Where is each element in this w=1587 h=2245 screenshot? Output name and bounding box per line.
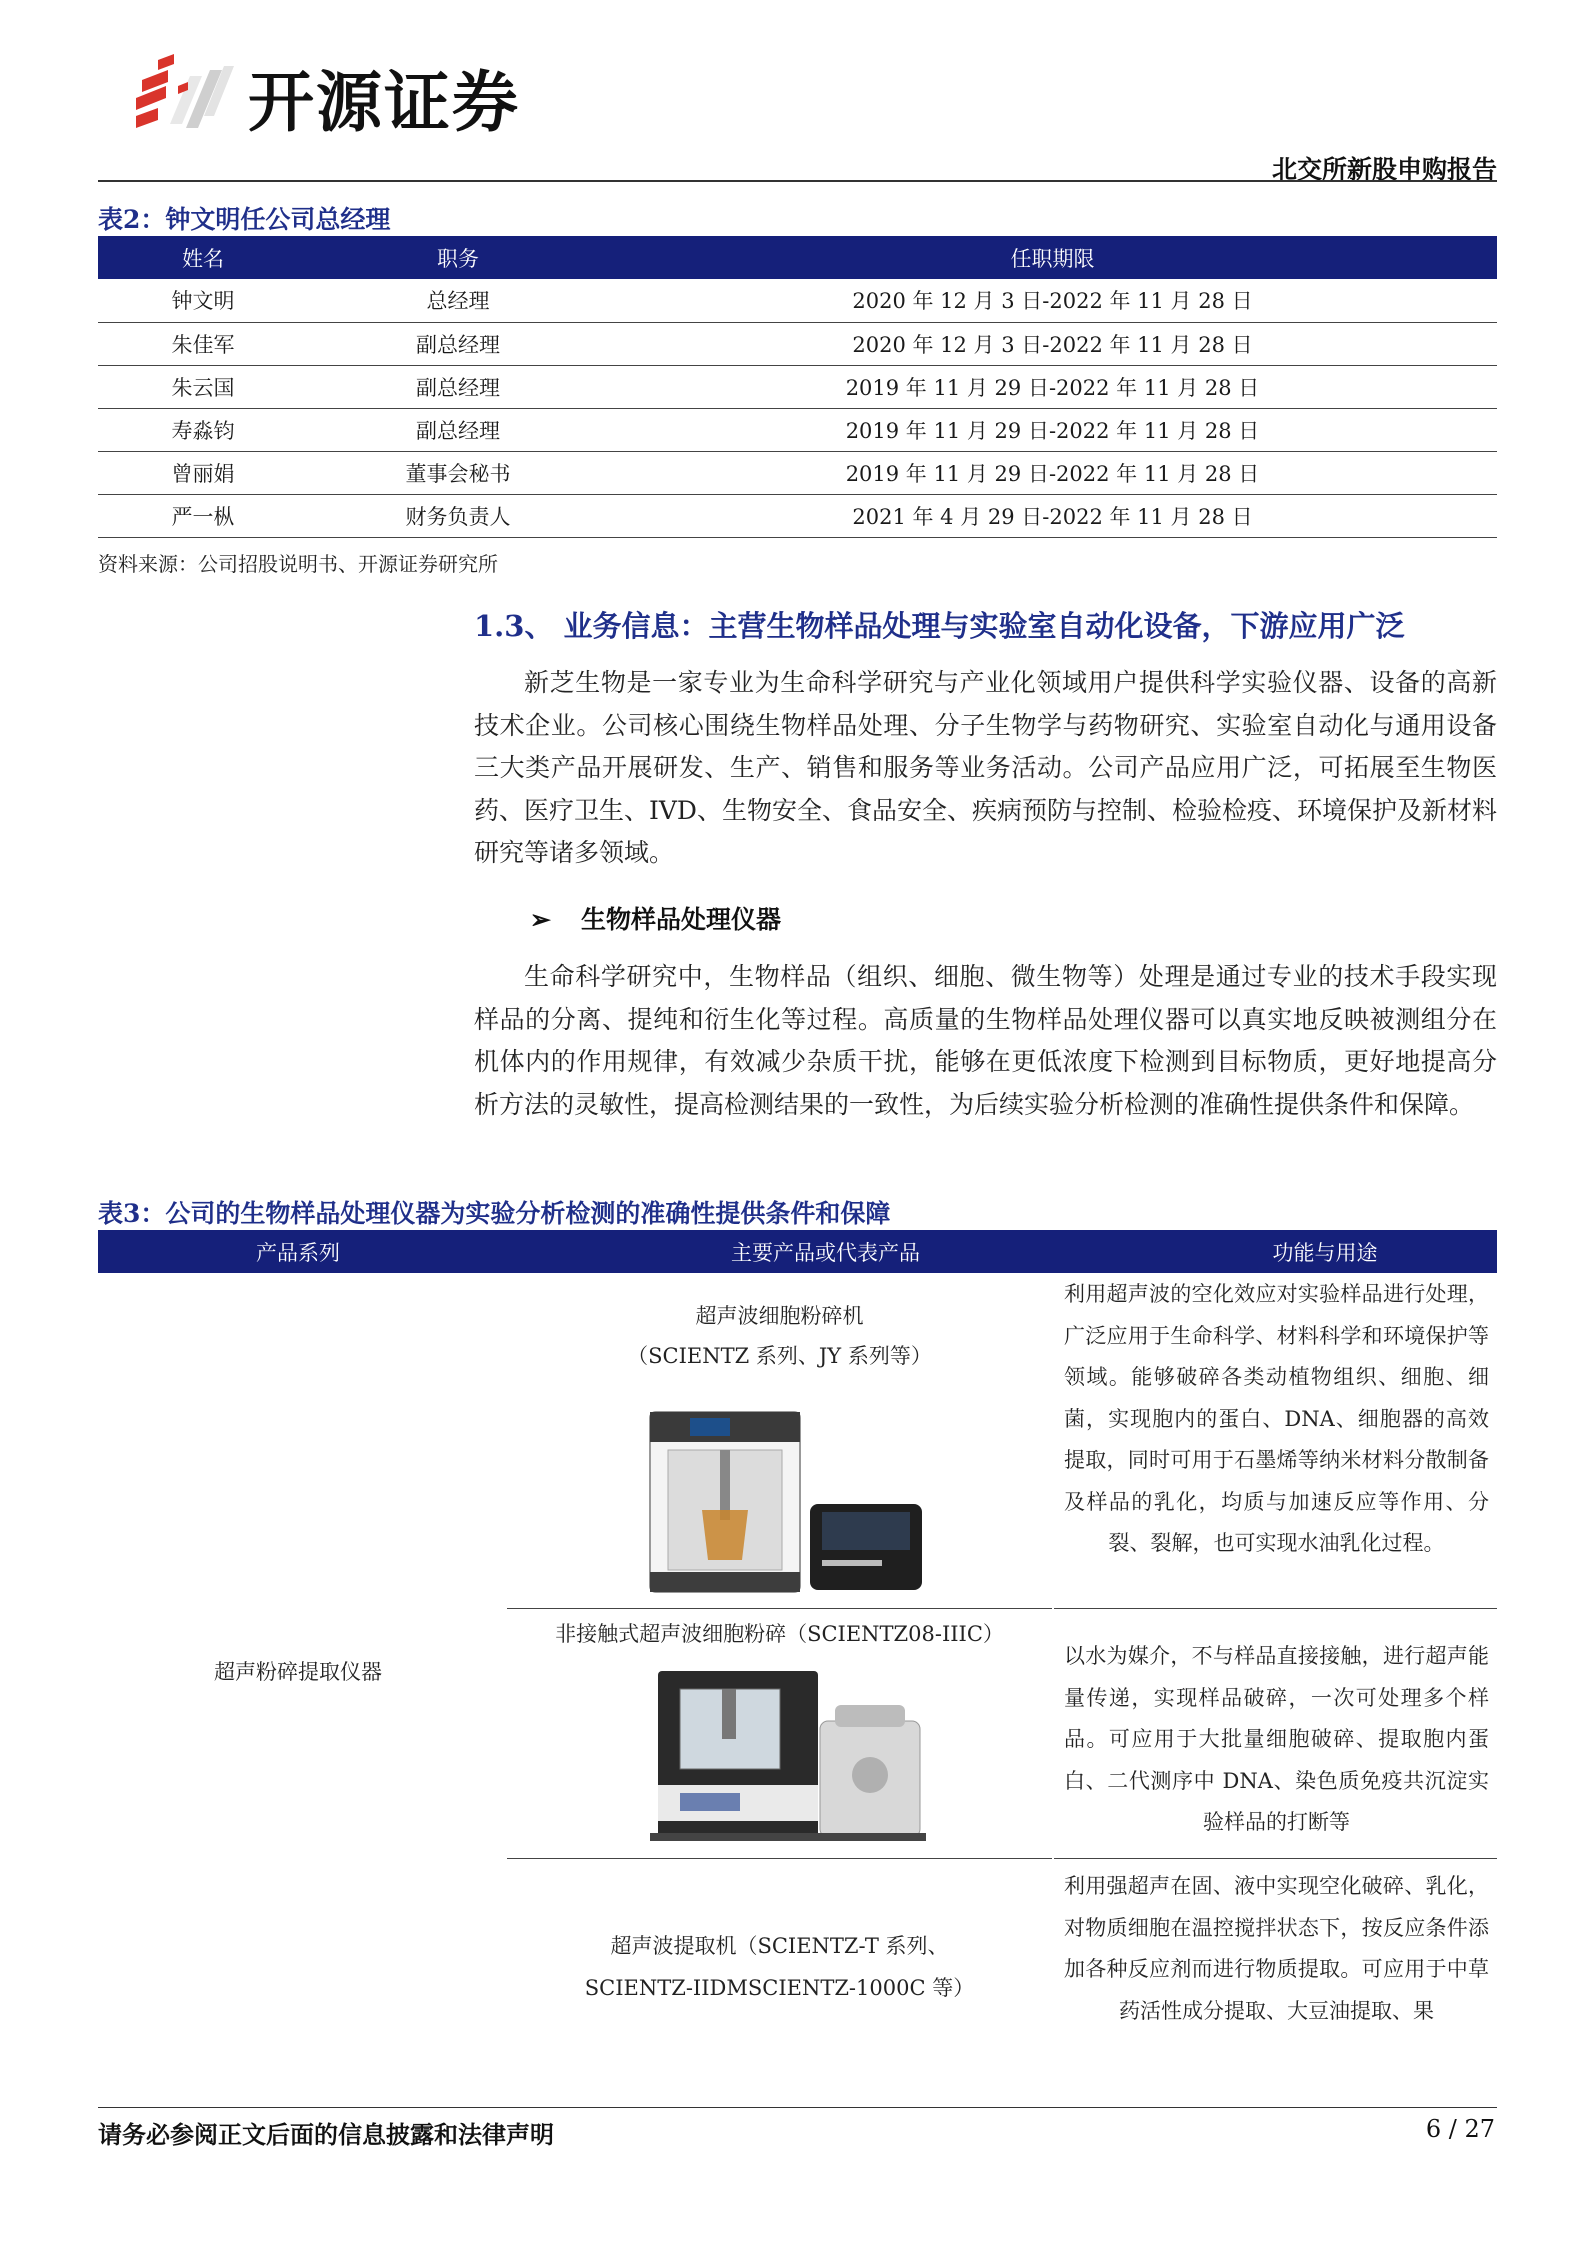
table3-header-series: 产品系列 bbox=[98, 1230, 498, 1273]
table2-header-row bbox=[98, 236, 1497, 279]
section-title: 1.3、 业务信息：主营生物样品处理与实验室自动化设备，下游应用广泛 bbox=[474, 609, 1405, 643]
bullet-heading-text: 生物样品处理仪器 bbox=[580, 905, 781, 934]
product-3-function: 利用强超声在固、液中实现空化破碎、乳化，对物质细胞在温控搅拌状态下，按反应条件添加各种反应剂而进行物质提取。可应用于中草药活性成分提取、大豆油提取、果 bbox=[1064, 1874, 1489, 2023]
table-cell: 2019 年 11 月 29 日-2022 年 11 月 28 日 bbox=[608, 365, 1497, 408]
table-cell: 钟文明 bbox=[98, 279, 308, 322]
table-cell: 2019 年 11 月 29 日-2022 年 11 月 28 日 bbox=[608, 451, 1497, 494]
footer-disclaimer: 请务必参阅正文后面的信息披露和法律声明 bbox=[98, 2120, 554, 2149]
footer-divider bbox=[98, 2107, 1497, 2108]
table2-source: 资料来源：公司招股说明书、开源证券研究所 bbox=[98, 552, 498, 576]
table-cell: 朱云国 bbox=[98, 365, 308, 408]
row-divider bbox=[1054, 1858, 1497, 1859]
table-cell: 董事会秘书 bbox=[308, 451, 608, 494]
row-divider bbox=[507, 1858, 1052, 1859]
brand-name: 开源证券 bbox=[248, 63, 520, 141]
brand-logo bbox=[128, 46, 608, 146]
table-cell: 副总经理 bbox=[308, 408, 608, 451]
table3-title: 表3：公司的生物样品处理仪器为实验分析检测的准确性提供条件和保障 bbox=[98, 1199, 891, 1228]
table-cell: 总经理 bbox=[308, 279, 608, 322]
product-3-name: 超声波提取机（SCIENTZ-T 系列、 bbox=[610, 1934, 949, 1958]
processing-paragraph: 生命科学研究中，生物样品（组织、细胞、微生物等）处理是通过专业的技术手段实现样品的分离、提纯和衍生化等过程。高质量的生物样品处理仪器可以真实地反映被测组分在机体内的作用规律，有效减少杂质干扰，能够在更低浓度下检测到目标物质，更好地提高分析方法的灵敏性，提高检测结果的一致性，为后续实验分析检测的准确性提供条件和保障。 bbox=[474, 962, 1497, 1119]
table2-title: 表2：钟文明任公司总经理 bbox=[98, 205, 391, 234]
table3-header-function: 功能与用途 bbox=[1153, 1230, 1497, 1273]
product-2-name: 非接触式超声波细胞粉碎（SCIENTZ08-IIIC） bbox=[555, 1622, 1004, 1646]
row-divider bbox=[1054, 1608, 1497, 1609]
table-row bbox=[98, 451, 1497, 494]
table-cell: 副总经理 bbox=[308, 322, 608, 365]
table-row bbox=[98, 365, 1497, 408]
table-cell: 曾丽娟 bbox=[98, 451, 308, 494]
row-divider bbox=[507, 1608, 1052, 1609]
table3-header-product: 主要产品或代表产品 bbox=[498, 1230, 1153, 1273]
series-cell: 超声粉碎提取仪器 bbox=[214, 1660, 382, 1684]
table2-header-position: 职务 bbox=[308, 236, 608, 279]
table3-header bbox=[98, 1230, 1497, 1273]
table2-header-term: 任职期限 bbox=[608, 236, 1497, 279]
table-cell: 2019 年 11 月 29 日-2022 年 11 月 28 日 bbox=[608, 408, 1497, 451]
non-contact-sonicator-image bbox=[640, 1665, 930, 1845]
brand-mark-icon bbox=[128, 46, 238, 146]
bullet-heading bbox=[530, 900, 781, 936]
table-cell: 严一枞 bbox=[98, 494, 308, 537]
table3-header-row bbox=[98, 1230, 1497, 1273]
table-cell: 寿淼钧 bbox=[98, 408, 308, 451]
business-paragraph: 新芝生物是一家专业为生命科学研究与产业化领域用户提供科学实验仪器、设备的高新技术企业。公司核心围绕生物样品处理、分子生物学与药物研究、实验室自动化与通用设备三大类产品开展研发、生产、销售和服务等业务活动。公司产品应用广泛，可拓展至生物医药、医疗卫生、IVD、生物安全、食品安全、疾病预防与控制、检验检疫、环境保护及新材料研究等诸多领域。 bbox=[474, 668, 1497, 867]
table2-header-name: 姓名 bbox=[98, 236, 308, 279]
product-3-series: SCIENTZ-IIDMSCIENTZ-1000C 等） bbox=[584, 1976, 975, 2000]
table-cell: 2021 年 4 月 29 日-2022 年 11 月 28 日 bbox=[608, 494, 1497, 537]
ultrasonic-homogenizer-image bbox=[640, 1400, 930, 1600]
table-row bbox=[98, 494, 1497, 537]
product-1-function: 利用超声波的空化效应对实验样品进行处理，广泛应用于生命科学、材料科学和环境保护等领域。能够破碎各类动植物组织、细胞、细菌，实现胞内的蛋白、DNA、细胞器的高效提取，同时可用于石墨烯等纳米材料分散制备及样品的乳化，均质与加速反应等作用、分裂、裂解，也可实现水油乳化过程。 bbox=[1064, 1282, 1489, 1555]
table-row bbox=[98, 279, 1497, 322]
product-1-series: （SCIENTZ 系列、JY 系列等） bbox=[627, 1344, 932, 1368]
product-2-function: 以水为媒介，不与样品直接接触，进行超声能量传递，实现样品破碎，一次可处理多个样品。可应用于大批量细胞破碎、提取胞内蛋白、二代测序中 DNA、染色质免疫共沉淀实验样品的打断等 bbox=[1064, 1644, 1489, 1834]
arrow-bullet-icon: ➢ bbox=[530, 905, 551, 934]
product-1-name: 超声波细胞粉碎机 bbox=[695, 1304, 864, 1328]
table2 bbox=[98, 236, 1497, 538]
table-cell: 2020 年 12 月 3 日-2022 年 11 月 28 日 bbox=[608, 322, 1497, 365]
table-row bbox=[98, 322, 1497, 365]
table-cell: 朱佳军 bbox=[98, 322, 308, 365]
header-divider bbox=[98, 180, 1497, 182]
report-type: 北交所新股申购报告 bbox=[1271, 155, 1497, 184]
table-cell: 副总经理 bbox=[308, 365, 608, 408]
table-row bbox=[98, 408, 1497, 451]
table-cell: 2020 年 12 月 3 日-2022 年 11 月 28 日 bbox=[608, 279, 1497, 322]
table-cell: 财务负责人 bbox=[308, 494, 608, 537]
page-number: 6 / 27 bbox=[1425, 2115, 1495, 2143]
